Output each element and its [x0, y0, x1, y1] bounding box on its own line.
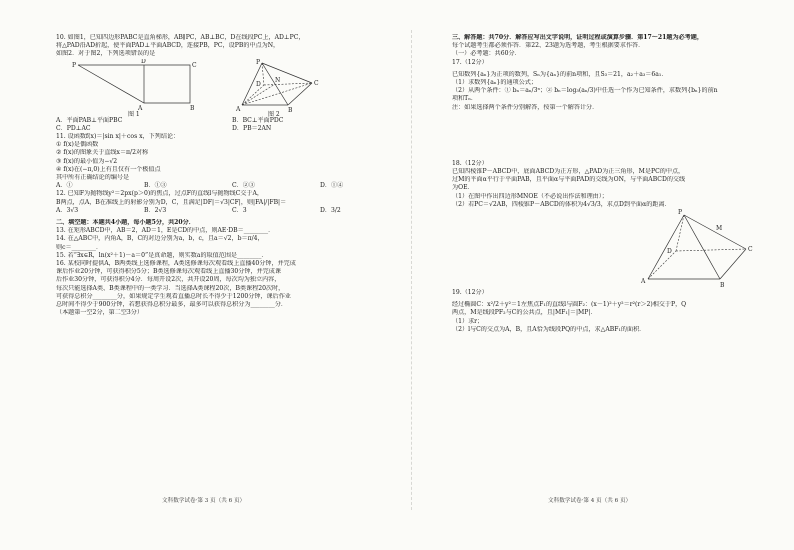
- q18-label-a: A: [641, 278, 646, 286]
- q10-options-row: [56, 117, 408, 125]
- fig2-caption: 图 2: [268, 110, 280, 117]
- fig1-caption: 图 1: [128, 110, 140, 117]
- q12-option-a: A．3√3: [56, 206, 79, 214]
- section-3-line: （一）必考题：共60分．: [452, 50, 521, 58]
- q12-option-d: D．3/2: [320, 206, 341, 214]
- q11-line: 其中所有正确结论的编号是: [56, 174, 130, 182]
- q11-option-c: C．②③: [232, 182, 255, 190]
- q18-ad: [648, 251, 676, 279]
- page-divider: [411, 30, 412, 510]
- q11-line: ④ f(x)在(−π,0)上有且仅有一个极值点: [56, 165, 161, 173]
- q14-line: 则c＝________．: [56, 243, 103, 251]
- q10-options-row: [56, 125, 408, 133]
- q10-option-b: B．BC⊥平面PDC: [232, 116, 284, 124]
- fig1-label-d: D: [141, 58, 146, 65]
- question-18: [452, 160, 794, 289]
- fig1-label-c: C: [192, 61, 197, 69]
- q16-line: 可获得总积分________分，如果规定学生观看直播总时长不得少于1200分钟，课后作业: [56, 292, 291, 300]
- q18-bc: [720, 249, 746, 279]
- q18-pyramid-figure: [452, 209, 794, 289]
- q18-line: 已知四棱锥P－ABCD中，底面ABCD为正方形，△PAD为正三角形，M是PC的中点，: [452, 168, 685, 176]
- q17-line: 已知数列{aₙ}为正项的数列，Sₙ为{aₙ}的前n项和，且S₃＝21，a₂＋a₃＝6a₁．: [452, 70, 668, 78]
- left-page: [56, 34, 408, 317]
- q16-line: 后作业30分钟，可获得积分4分．每周开设2次，共开设20周，每次均为独立内容，: [56, 276, 281, 284]
- q18-line: 为OE．: [452, 184, 474, 192]
- q18-label-b: B: [720, 282, 725, 290]
- q18-figure-wrap: [452, 209, 794, 289]
- q16-line: 每次只能选择A类、B类课程中的一类学习．当选择A类课程20次，B类课程20次时，: [56, 284, 285, 292]
- q17-line: （1）求数列{aₙ}的通项公式；: [452, 79, 537, 87]
- question-10: [56, 34, 408, 133]
- left-page-footer: 文科数学试卷·第 3 页（共 6 页）: [162, 498, 246, 504]
- q11-line: 11. 设函数f(x)＝|sin x|＋cos x，下列结论：: [56, 133, 180, 141]
- section-3-line: 每个试题考生都必须作答．第22、23题为选考题，考生根据要求作答．: [452, 42, 645, 50]
- q12-line: 12. 已知F为抛物线y²＝2px(p＞0)的焦点，过点F的直线l与抛物线C交于A，: [56, 190, 263, 198]
- q10-figure-svg: [56, 59, 408, 117]
- figure-2-pyramid: [235, 59, 319, 117]
- q18-pd: [676, 215, 684, 251]
- q12-option-b: B．2√3: [144, 206, 167, 214]
- fig2-label-d: D: [256, 80, 261, 88]
- question-11: [56, 133, 408, 190]
- fig2-ad: [242, 85, 264, 105]
- q10-option-a: A．平面PAB⊥平面PBC: [56, 116, 123, 124]
- q18-label-m: M: [716, 225, 723, 233]
- question-17: [452, 59, 794, 112]
- q10-option-d: D．PB＝2AN: [232, 124, 272, 132]
- q12-option-c: C．3: [232, 206, 247, 214]
- q10-figures: [56, 59, 408, 117]
- q17-note: 注：如果选择两个条件分别解答，按第一个解答计分．: [452, 103, 599, 111]
- fig1-outline: [78, 65, 190, 103]
- q12-line: B两点，点A，B在准线上的射影分别为D，C，且满足|DF|＝√3|CF|，则|FA|/|FB|＝: [56, 198, 287, 206]
- fig2-label-b: B: [288, 106, 293, 114]
- figure-1-trapezoid: [72, 59, 197, 117]
- q18-label-d: D: [667, 248, 672, 256]
- right-page: [452, 34, 794, 334]
- section-3-heading: 三、解答题：共70分．解答应写出文字说明，证明过程或演算步骤．第17～21题为必考题，: [452, 34, 703, 41]
- q10-line: 如图2．对于图2，下列选项错误的是: [56, 50, 156, 58]
- fig2-dc: [264, 83, 312, 85]
- q11-line: ② f(x)的图象关于直线x＝π/2对称: [56, 149, 149, 157]
- q11-options-row: [56, 182, 408, 190]
- q16-note: （本题第一空2分，第二空3分）: [56, 309, 143, 317]
- q10-line: 10. 如图1，已知四边形PABC是直角梯形，AB∥PC，AB⊥BC，D在线段PC上，AD⊥PC，: [56, 34, 305, 41]
- fill-in-section: [56, 219, 408, 317]
- q16-line: 课后作业20分钟，可获得积分5分；B类选修课每次观看线上直播30分钟，并完成课: [56, 268, 281, 276]
- q18-line: （2）若PC＝√2AB，四棱锥P－ABCD的体积为4√3/3，求点D到平面α的距离．: [452, 200, 671, 208]
- fig1-label-p: P: [72, 61, 77, 69]
- fig2-bc: [288, 83, 312, 105]
- q17-line: （2）从两个条件：① bₙ＝aₙ/3ⁿ；② bₙ＝log₃(aₙ/3)中任选一个作为已知条件，求数列{bₙ}的前n: [452, 87, 718, 95]
- q17-line: 17.（12分）: [452, 58, 488, 66]
- q18-label-c: C: [748, 246, 753, 254]
- q11-option-b: B．①③: [144, 182, 167, 190]
- fig2-ac: [242, 80, 312, 105]
- q17-line: 项和Tₙ．: [452, 95, 477, 103]
- section-2-heading: 二、填空题：本题共4小题，每小题5分，共20分．: [56, 219, 195, 227]
- fig2-label-n: N: [275, 76, 281, 84]
- q14-line: 14. 在△ABC中，内角A，B，C的对边分别为a，b，c，且a＝√2，b＝π/4，: [56, 235, 264, 243]
- question-19: [452, 289, 794, 334]
- q17-answer-space: [452, 112, 794, 160]
- q19-line: 两点，M是线段PF₂与C的公共点，且|MF₁|＝|MP|．: [452, 309, 597, 317]
- right-page-footer: 文科数学试卷·第 4 页（共 6 页）: [548, 498, 632, 504]
- q12-options-row: [56, 207, 408, 215]
- q19-line: （2）l与C的交点为A，B，且A恰为线段PQ的中点，求△ABF₁的面积．: [452, 325, 646, 333]
- question-12: [56, 190, 408, 215]
- q18-line: 过M的平面α平行于平面PAB，且平面α与平面PAD的交线为ON，与平面ABCD的交线: [452, 176, 686, 184]
- q16-line: 16. 某校同时提供A，B两类线上选修课程，A类选修课每次观看线上直播40分钟，并完成: [56, 260, 296, 268]
- fig2-pc: [262, 63, 312, 83]
- q18-label-p: P: [678, 209, 683, 217]
- q19-line: 19.（12分）: [452, 289, 488, 297]
- fig1-label-a: A: [138, 104, 143, 112]
- q13-line: 13. 在矩形ABCD中，AB＝2，AD＝1，E是CD的中点，则AE·DB＝________．: [56, 227, 275, 235]
- q19-line: （1）求r；: [452, 317, 484, 325]
- q16-line: 总时间不得少于900分钟，若想获得总积分最多，最多可以获得总积分为________分．: [56, 301, 288, 309]
- answer-section: [452, 34, 794, 59]
- q18-dc: [676, 249, 746, 251]
- q10-line: 将△PAD沿AD折起，使平面PAD⊥平面ABCD，连接PB，PC，设PB的中点为N，: [56, 42, 280, 50]
- q15-line: 15. 若“∃x∈R，ln(x²＋1)－a＝0”是真命题，则实数a的取值范围是________．: [56, 251, 268, 259]
- fig2-label-c: C: [314, 79, 319, 87]
- fig2-label-a: A: [236, 105, 241, 113]
- q11-option-d: D．①④: [320, 182, 344, 190]
- q10-option-c: C．PD⊥AC: [56, 124, 91, 132]
- q18-pa: [648, 215, 684, 279]
- q11-option-a: A．①: [56, 182, 73, 190]
- q19-line: 经过椭圆C：x²/2＋y²＝1左焦点F₁的直线l与圆F₂：(x－1)²＋y²＝r²(r＞2)相交于P，Q: [452, 301, 687, 309]
- q11-line: ① f(x)是偶函数: [56, 141, 99, 149]
- fig1-label-b: B: [190, 104, 195, 112]
- q18-line: （1）在图中作出四边形MNOE（不必说出作法和理由）；: [452, 192, 608, 200]
- q18-line: 18.（12分）: [452, 159, 488, 167]
- fig2-label-p: P: [256, 58, 261, 66]
- q11-line: ③ f(x)的最小值为−√2: [56, 157, 118, 165]
